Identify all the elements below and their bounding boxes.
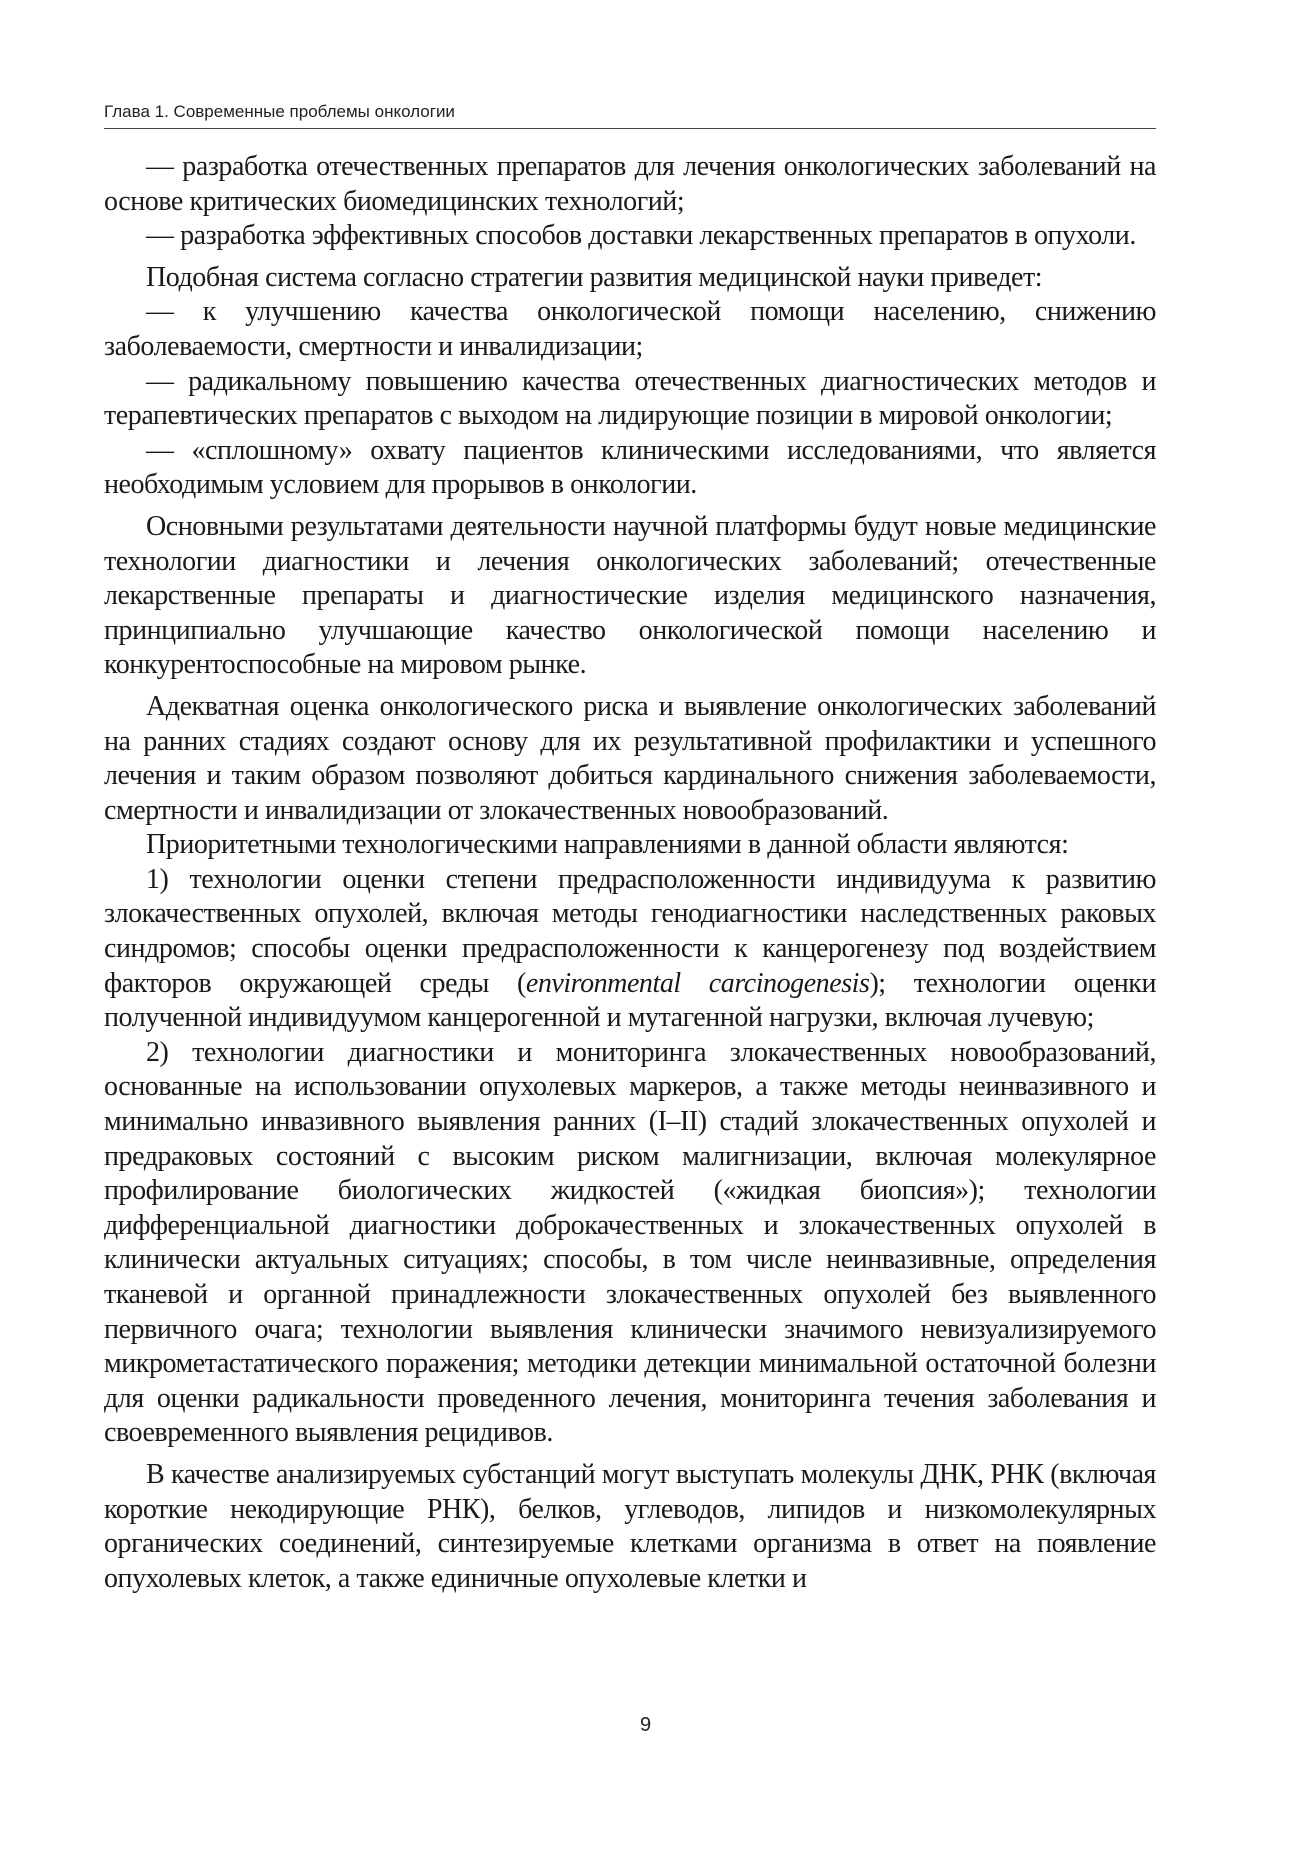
running-header: Глава 1. Современные проблемы онкологии xyxy=(104,102,455,121)
paragraph-8: Адекватная оценка онкологического риска и выявление онкологических заболеваний на ранних стадиях создают основу для их результативной профилактики и успешного лечения и таким образом позволяют добиться кардинального снижения заболеваемости, смертности и инвалидизации от злокачественных новообразований. xyxy=(104,690,1156,826)
paragraph-2: — разработка эффективных способов доставки лекарственных препаратов в опухоли. xyxy=(146,220,1136,252)
page-body xyxy=(104,150,1156,1596)
paragraph-7: Основными результатами деятельности научной платформы будут новые медицинские технологии диагностики и лечения онкологических заболеваний; отечественные лекарственные препараты и диагностические изделия медицинского назначения, принципиально улучшающие качество онкологической помощи населению и конкурентоспособные на мировом рынке. xyxy=(104,510,1156,681)
paragraph-4: — к улучшению качества онкологической помощи населению, снижению заболеваемости, смертности и инвалидизации; xyxy=(104,296,1156,362)
paragraph-5: — радикальному повышению качества отечественных диагностических методов и терапевтических препаратов с выходом на лидирующие позиции в мировой онкологии; xyxy=(104,365,1156,432)
paragraph-6: — «сплошному» охвату пациентов клиническими исследованиями, что является необходимым условием для прорывов в онкологии. xyxy=(104,434,1156,501)
page-number: 9 xyxy=(639,1714,652,1736)
paragraph-11: 2) технологии диагностики и мониторинга злокачественных новообразований, основанные на использовании опухолевых маркеров, а также методы неинвазивного и минимально инвазивного выявления ранних (I–II) стадий злокачественных опухолей и предраковых состояний с высоким риском малигнизации, включая молекулярное профилирование биологических жидкостей («жидкая биопсия»); технологии дифференциальной диагностики доброкачественных и злокачественных опухолей в клинически актуальных ситуациях; способы, в том числе неинвазивные, определения тканевой и органной принадлежности злокачественных опухолей без выявленного первичного очага; технологии выявления клинически значимого невизуализируемого микрометастатического поражения; методики детекции минимальной остаточной болезни для оценки радикальности проведенного лечения, мониторинга течения заболевания и своевременного выявления рецидивов. xyxy=(104,1036,1156,1449)
paragraph-12: В качестве анализируемых субстанций могут выступать молекулы ДНК, РНК (включая короткие некодирующие РНК), белков, углеводов, липидов и низкомолекулярных органических соединений, синтезируемые клетками организма в ответ на появление опухолевых клеток, а также единичные опухолевые клетки и xyxy=(104,1458,1156,1594)
latin-term: environmental carcinogenesis xyxy=(525,967,870,999)
paragraph-9: Приоритетными технологическими направлениями в данной области являются: xyxy=(146,829,1069,861)
header-divider xyxy=(104,128,1156,129)
paragraph-10: 1) технологии оценки степени предрасположенности индивидуума к развитию злокачественных опухолей, включая методы генодиагностики наследственных раковых синдромов; способы оценки предрасположенности к канцерогенезу под воздействием факторов окружающей среды (environmental carcinogenesis); технологии оценки полученной индивидуумом канцерогенной и мутагенной нагрузки, включая лучевую; xyxy=(104,863,1156,1034)
paragraph-3: Подобная система согласно стратегии развития медицинской науки приведет: xyxy=(146,261,1043,293)
paragraph-1: — разработка отечественных препаратов для лечения онкологических заболеваний на основе критических биомедицинских технологий; xyxy=(104,151,1156,217)
